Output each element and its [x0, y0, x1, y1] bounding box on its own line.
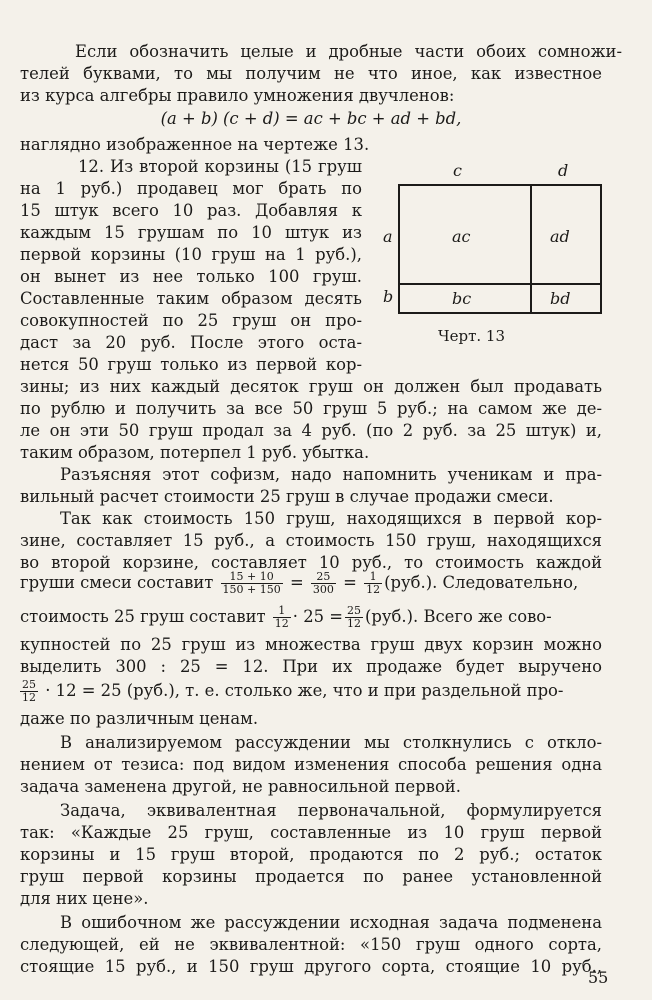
text-line: даже по различным ценам. — [20, 709, 259, 728]
text-line: он вынет из нее только 100 груш. — [20, 267, 362, 286]
text-segment: · 12 = 25 (руб.), т. е. столько же, что и при раздельной про- — [45, 681, 564, 700]
fraction-denominator: 12 — [22, 691, 36, 704]
text-line: В анализируемом рассуждении мы столкнулись с откло- — [60, 733, 602, 752]
text-line: стоящие 15 руб., и 150 груш другого сорта, стоящие 10 руб., — [20, 957, 602, 976]
text-line: каждым 15 грушам по 10 штук из — [20, 223, 362, 242]
text-line: следующей, ей не эквивалентной: «150 груш одного сорта, — [20, 935, 602, 954]
fraction — [273, 605, 291, 630]
text-line: таким образом, потерпел 1 руб. убытка. — [20, 443, 370, 462]
text-line: Составленные таким образом десять — [20, 289, 362, 308]
text-segment: стоимость 25 груш составит — [20, 607, 266, 626]
text-line: зине, составляет 15 руб., а стоимость 150 груш, находящихся — [20, 531, 602, 550]
fraction — [20, 679, 38, 704]
text-line: первой корзины (10 груш на 1 руб.), — [20, 245, 362, 264]
text-line: даст за 20 руб. После этого оста- — [20, 333, 362, 352]
fraction — [311, 571, 336, 596]
equals-sign: = — [343, 573, 357, 592]
figure-cell-ad: ad — [550, 227, 570, 246]
text-segment: (руб.). Следовательно, — [384, 573, 579, 592]
figure-cell-bc: bc — [452, 289, 472, 308]
fraction — [221, 571, 283, 596]
fraction-denominator: 300 — [312, 583, 334, 596]
text-line: нется 50 груш только из первой кор- — [20, 355, 362, 374]
text-segment: (руб.). Всего же сово- — [365, 607, 552, 626]
text-line: 15 штук всего 10 раз. Добавляя к — [20, 201, 362, 220]
text-line: зины; из них каждый десяток груш он должен был продавать — [20, 377, 602, 396]
text-line — [20, 674, 563, 708]
figure-label-a: a — [383, 227, 393, 246]
page-number: 55 — [588, 968, 609, 987]
text-line: нением от тезиса: под видом изменения способа решения одна — [20, 755, 602, 774]
fraction-denominator: 12 — [366, 583, 381, 596]
equals-sign: = — [289, 573, 304, 592]
text-line: выделить 300 : 25 = 12. При их продаже будет выручено — [20, 657, 602, 676]
text-line: телей буквами, то мы получим не что иное, как известное — [20, 64, 602, 83]
text-line: во второй корзине, составляет 10 руб., то стоимость каждой — [20, 553, 602, 572]
fraction-numerator: 1 — [273, 605, 291, 618]
text-line: груш первой корзины продается по ранее установленной — [20, 867, 602, 886]
fraction-denominator: 12 — [347, 617, 362, 630]
figure-cell-bd: bd — [550, 289, 571, 308]
fraction-numerator: 1 — [364, 571, 382, 584]
text-line: наглядно изображенное на чертеже 13. — [20, 135, 370, 154]
text-line: так: «Каждые 25 груш, составленные из 10 груш первой — [20, 823, 602, 842]
text-line: вильный расчет стоимости 25 груш в случае продажи смеси. — [20, 487, 554, 506]
figure-label-d: d — [558, 161, 569, 180]
text-line — [20, 600, 552, 634]
text-line: 12. Из второй корзины (15 груш — [78, 157, 362, 176]
text-line: Задача, эквивалентная первоначальной, формулируется — [60, 801, 602, 820]
figure-caption: Черт. 13 — [438, 327, 505, 345]
figure-cell-ac: ac — [452, 227, 471, 246]
text-line: ле он эти 50 груш продал за 4 руб. (по 2 руб. за 25 штук) и, — [20, 421, 602, 440]
figure-divider-horizontal — [398, 283, 602, 285]
fraction-numerator: 25 — [22, 678, 36, 691]
text-segment: · 25 = — [292, 607, 344, 626]
text-line: Если обозначить целые и дробные части обоих сомножи- — [75, 42, 622, 61]
text-line: задача заменена другой, не равносильной первой. — [20, 777, 461, 796]
text-line: из курса алгебры правило умножения двучленов: — [20, 86, 455, 105]
text-line: по рублю и получить за все 50 груш 5 руб.; на самом же де- — [20, 399, 602, 418]
fraction-numerator: 25 — [347, 604, 362, 617]
text-line: Разъясняя этот софизм, надо напомнить ученикам и пра- — [60, 465, 602, 484]
fraction-denominator: 12 — [274, 617, 289, 630]
fraction — [364, 571, 382, 596]
text-line: на 1 руб.) продавец мог брать по — [20, 179, 362, 198]
figure-label-c: c — [453, 161, 462, 180]
fraction-numerator: 25 — [311, 571, 336, 584]
text-line: для них цене». — [20, 889, 149, 908]
text-line — [20, 566, 578, 600]
text-line: совокупностей по 25 груш он про- — [20, 311, 362, 330]
text-line: купностей по 25 груш из множества груш двух корзин можно — [20, 635, 602, 654]
figure-divider-vertical — [530, 184, 532, 314]
formula: (a + b) (c + d) = ac + bc + ad + bd, — [160, 109, 462, 128]
figure-rectangle — [398, 184, 602, 314]
text-segment: груши смеси составит — [20, 573, 214, 592]
figure-label-b: b — [383, 287, 394, 306]
text-line: Так как стоимость 150 груш, находящихся в первой кор- — [60, 509, 602, 528]
text-line: В ошибочном же рассуждении исходная задача подменена — [60, 913, 602, 932]
fraction-denominator: 150 + 150 — [222, 583, 281, 596]
fraction — [345, 605, 363, 630]
text-line: корзины и 15 груш второй, продаются по 2 руб.; остаток — [20, 845, 602, 864]
fraction-numerator: 15 + 10 — [221, 571, 283, 584]
